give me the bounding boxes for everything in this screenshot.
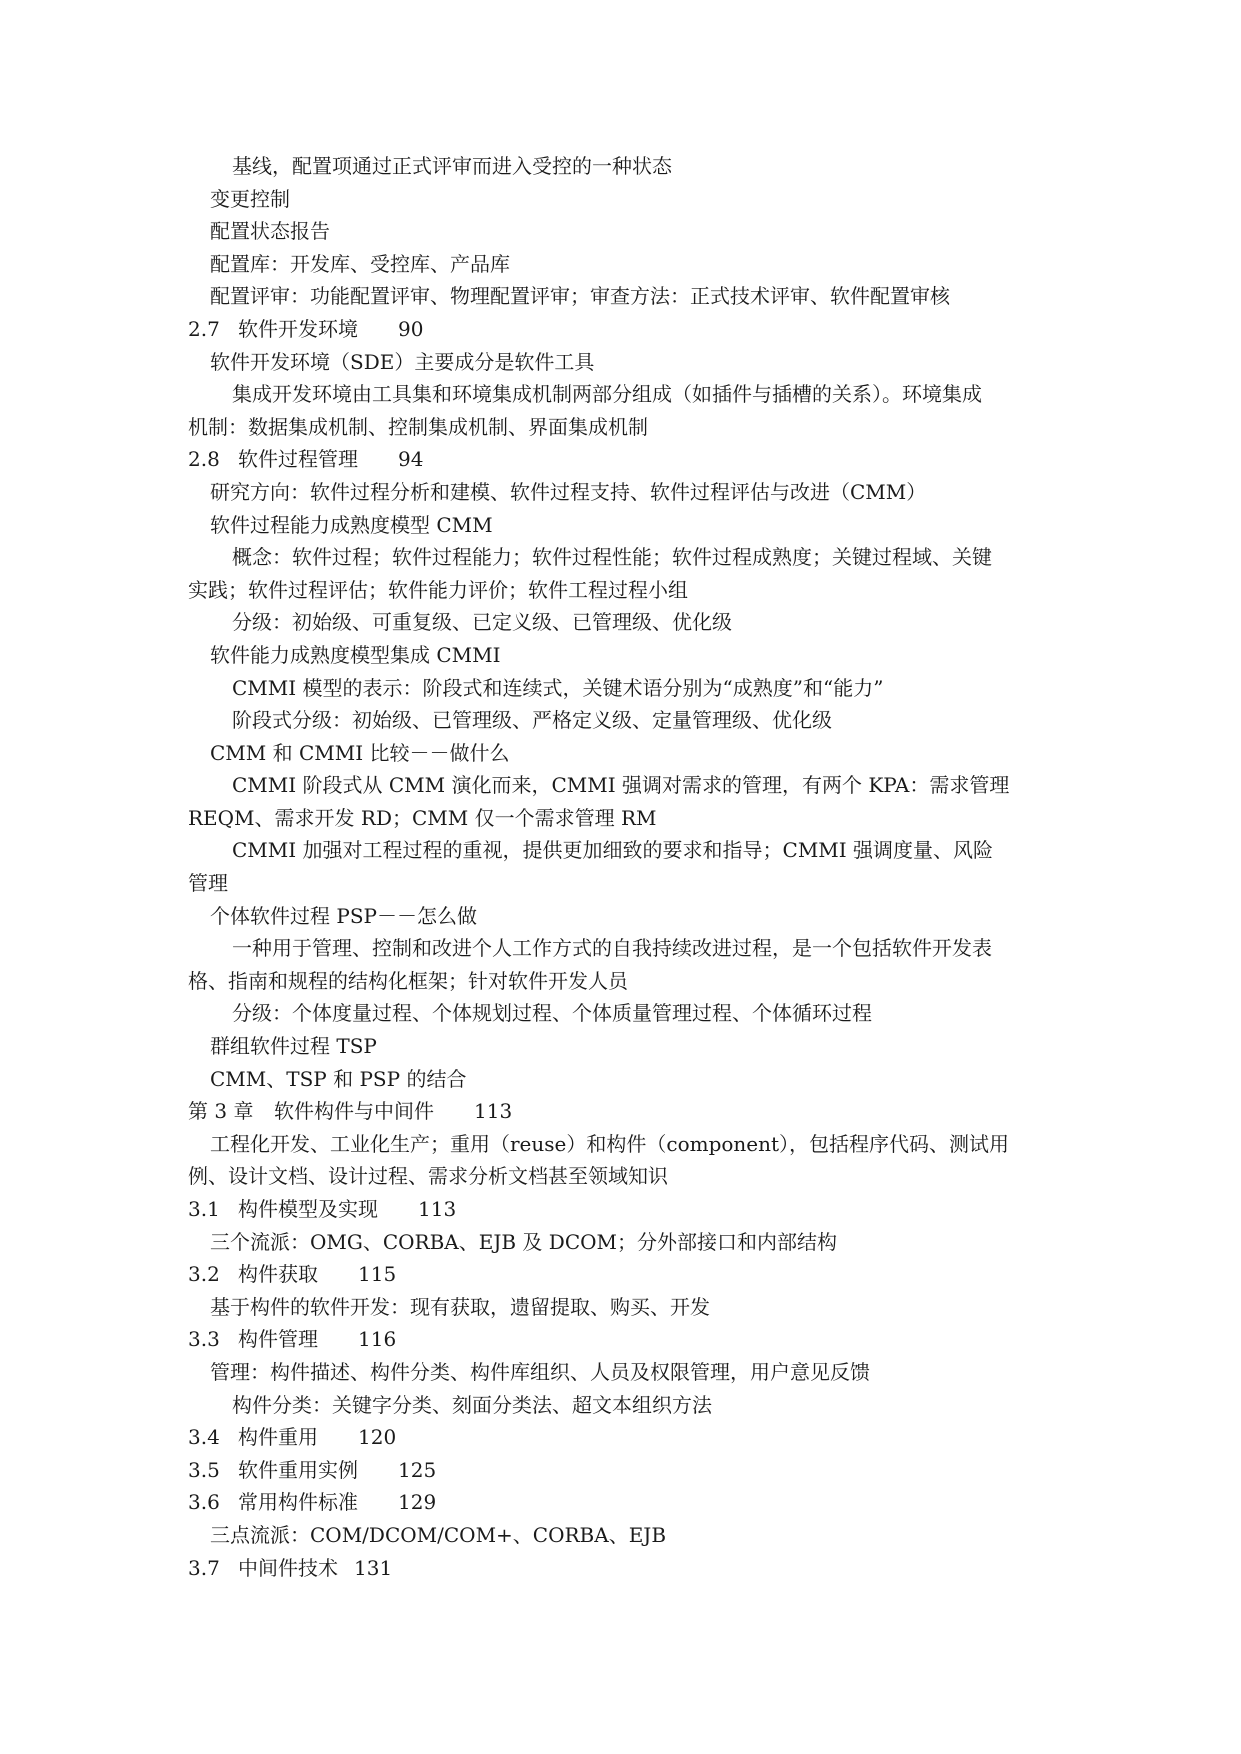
section-page-number: 116 xyxy=(358,1327,397,1352)
text-line: 概念：软件过程；软件过程能力；软件过程性能；软件过程成熟度；关键过程域、关键 xyxy=(232,545,992,570)
section-number: 3.1 xyxy=(188,1197,220,1221)
section-heading xyxy=(188,313,1068,346)
section-page-number: 129 xyxy=(398,1490,437,1515)
section-heading xyxy=(188,1095,1068,1128)
text-line: 变更控制 xyxy=(210,186,290,211)
section-number: 3.3 xyxy=(188,1327,220,1352)
text-line: 集成开发环境由工具集和环境集成机制两部分组成（如插件与插槽的关系）。环境集成 xyxy=(232,382,982,407)
text-line: 分级：个体度量过程、个体规划过程、个体质量管理过程、个体循环过程 xyxy=(232,1001,872,1026)
text-line: CMMI 加强对工程过程的重视，提供更加细致的要求和指导；CMMI 强调度量、风险 xyxy=(232,838,994,863)
text-line: CMMI 阶段式从 CMM 演化而来，CMMI 强调对需求的管理，有两个 KPA：需求管理 xyxy=(232,773,1010,798)
text-line: 群组软件过程 TSP xyxy=(210,1034,377,1059)
text-line: CMM 和 CMMI 比较－－做什么 xyxy=(210,740,510,765)
text-line: 分级：初始级、可重复级、已定义级、已管理级、优化级 xyxy=(232,610,732,635)
section-title: 中间件技术 xyxy=(238,1555,338,1580)
section-title: 构件模型及实现 xyxy=(238,1197,378,1221)
section-page-number: 115 xyxy=(358,1262,397,1287)
text-line: 配置评审：功能配置评审、物理配置评审；审查方法：正式技术评审、软件配置审核 xyxy=(210,284,950,309)
section-heading xyxy=(188,1486,1068,1519)
text-line: 基于构件的软件开发：现有获取，遗留提取、购买、开发 xyxy=(210,1294,710,1319)
text-line: 一种用于管理、控制和改进个人工作方式的自我持续改进过程，是一个包括软件开发表 xyxy=(232,936,992,961)
text-line: 管理 xyxy=(188,871,228,896)
text-line: CMMI 模型的表示：阶段式和连续式，关键术语分别为“成熟度”和“能力” xyxy=(232,675,884,700)
text-line: 三个流派：OMG、CORBA、EJB 及 DCOM；分外部接口和内部结构 xyxy=(210,1229,837,1254)
text-line: REQM、需求开发 RD；CMM 仅一个需求管理 RM xyxy=(188,805,657,830)
text-line: 构件分类：关键字分类、刻面分类法、超文本组织方法 xyxy=(232,1392,712,1417)
text-line: 个体软件过程 PSP－－怎么做 xyxy=(210,903,477,928)
section-page-number: 120 xyxy=(358,1425,397,1450)
section-page-number: 94 xyxy=(398,447,424,472)
text-line: 例、设计文档、设计过程、需求分析文档甚至领域知识 xyxy=(188,1164,668,1189)
document-body xyxy=(188,150,1068,1584)
section-page-number: 113 xyxy=(474,1099,513,1124)
section-number: 3.2 xyxy=(188,1262,220,1287)
section-number: 3.4 xyxy=(188,1425,220,1450)
text-line: 软件过程能力成熟度模型 CMM xyxy=(210,512,493,537)
section-heading xyxy=(188,1323,1068,1356)
text-line: 软件能力成熟度模型集成 CMMI xyxy=(210,642,501,667)
text-line: 研究方向：软件过程分析和建模、软件过程支持、软件过程评估与改进（CMM） xyxy=(210,479,927,504)
text-line: 软件开发环境（SDE）主要成分是软件工具 xyxy=(210,349,595,374)
section-heading xyxy=(188,443,1068,476)
text-line: 机制：数据集成机制、控制集成机制、界面集成机制 xyxy=(188,414,648,439)
text-line: 基线，配置项通过正式评审而进入受控的一种状态 xyxy=(232,154,672,178)
section-heading xyxy=(188,1454,1068,1487)
section-title: 软件重用实例 xyxy=(238,1457,358,1482)
section-title: 构件重用 xyxy=(238,1425,318,1450)
section-number: 2.7 xyxy=(188,316,220,341)
section-number: 3.7 xyxy=(188,1555,220,1580)
section-title: 常用构件标准 xyxy=(238,1490,358,1515)
section-number: 3.5 xyxy=(188,1457,220,1482)
text-line: 配置状态报告 xyxy=(210,219,330,244)
text-line: 三点流派：COM/DCOM/COM+、CORBA、EJB xyxy=(210,1522,667,1547)
section-title: 软件开发环境 xyxy=(238,316,358,341)
text-line: 工程化开发、工业化生产；重用（reuse）和构件（component），包括程序代码、测试用 xyxy=(210,1131,1010,1156)
section-page-number: 90 xyxy=(398,316,424,341)
section-number: 2.8 xyxy=(188,447,220,472)
text-line: 格、指南和规程的结构化框架；针对软件开发人员 xyxy=(188,968,628,993)
section-title: 软件构件与中间件 xyxy=(274,1099,434,1124)
text-line: CMM、TSP 和 PSP 的结合 xyxy=(210,1066,467,1091)
section-page-number: 125 xyxy=(398,1457,437,1482)
section-heading xyxy=(188,1258,1068,1291)
text-line: 管理：构件描述、构件分类、构件库组织、人员及权限管理，用户意见反馈 xyxy=(210,1359,870,1384)
section-heading xyxy=(188,1552,1068,1585)
text-line: 实践；软件过程评估；软件能力评价；软件工程过程小组 xyxy=(188,577,688,602)
section-title: 构件获取 xyxy=(238,1262,318,1287)
text-line: 配置库：开发库、受控库、产品库 xyxy=(210,251,510,276)
section-title: 构件管理 xyxy=(238,1327,318,1352)
section-number: 第 3 章 xyxy=(188,1099,254,1124)
section-page-number: 131 xyxy=(354,1555,393,1580)
section-heading xyxy=(188,1421,1068,1454)
section-heading xyxy=(188,1193,1068,1226)
text-line: 阶段式分级：初始级、已管理级、严格定义级、定量管理级、优化级 xyxy=(232,708,832,733)
section-number: 3.6 xyxy=(188,1490,220,1515)
section-title: 软件过程管理 xyxy=(238,447,358,472)
section-page-number: 113 xyxy=(418,1197,457,1221)
